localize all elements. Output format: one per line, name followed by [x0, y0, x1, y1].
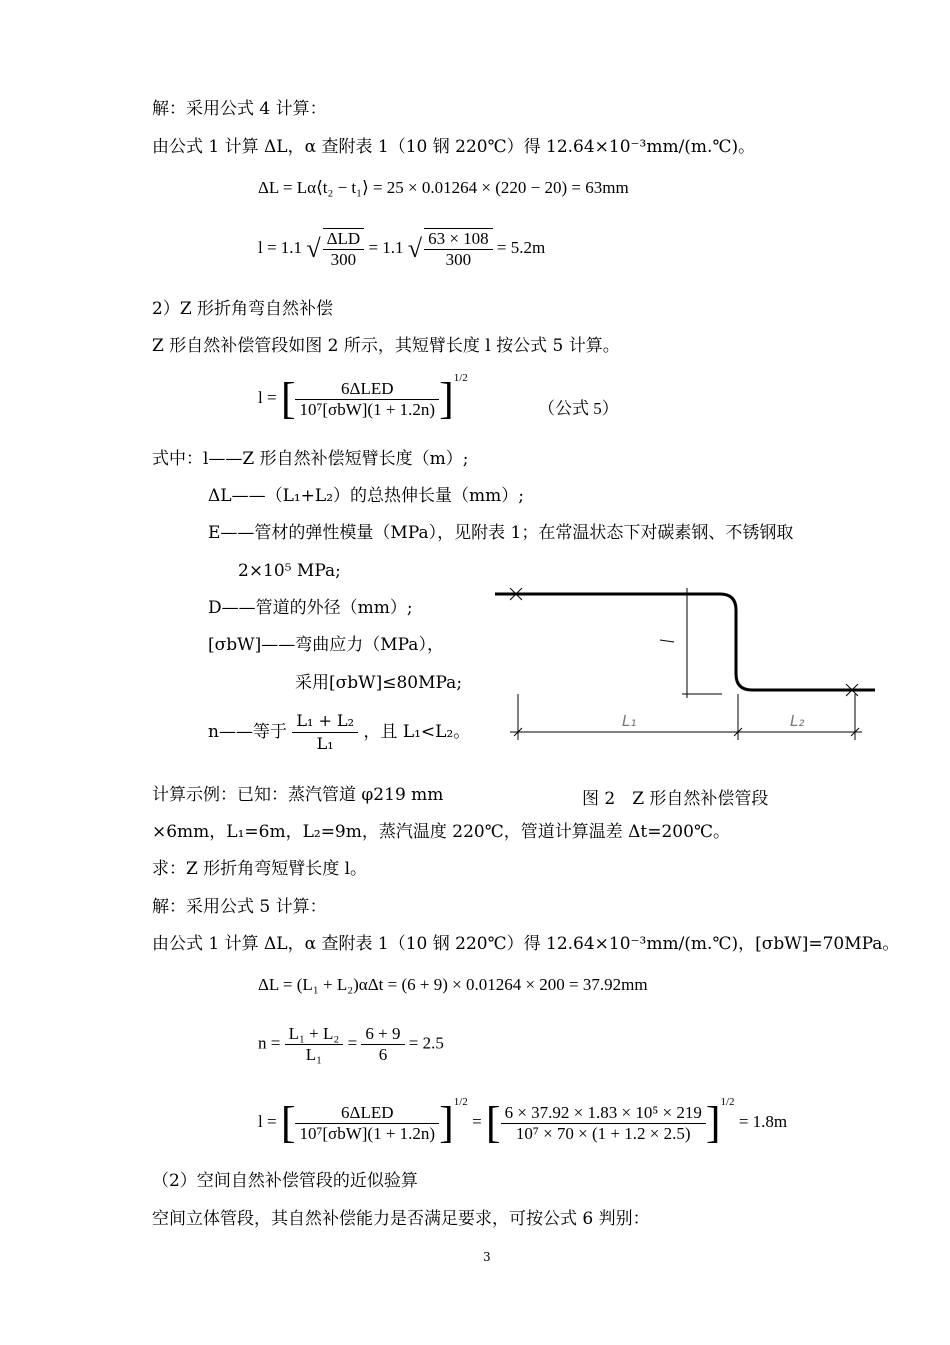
section-heading: （2）空间自然补偿管段的近似验算 — [152, 1171, 418, 1191]
eq-text: l = — [258, 388, 277, 407]
eq-text: = 2.5 — [408, 1033, 444, 1053]
numerator: 6 × 37.92 × 1.83 × 10⁵ × 219 — [501, 1103, 706, 1124]
text-line: 2）Z 形折角弯自然补偿 — [152, 299, 334, 319]
numerator: ΔLD — [323, 229, 365, 250]
text-line: 求：Z 形折角弯短臂长度 l。 — [152, 859, 368, 879]
text-line: 计算示例：已知：蒸汽管道 φ219 mm — [152, 785, 444, 805]
equation-delta-l-2: ΔL = (L₁ + L₂)αΔt = (6 + 9) × 0.01264 × 200 = 37.92mm — [258, 975, 648, 994]
eq-text: = 5.2m — [496, 237, 546, 257]
text-line: [σbW]——弯曲应力（MPa）， — [208, 635, 444, 655]
equation-n — [258, 1024, 444, 1065]
text-line: 由公式 1 计算 ΔL，α 查附表 1（10 钢 220℃）得 12.64×10⁻³mm/(m.℃)。 — [152, 137, 756, 157]
denominator: L₁ — [305, 1045, 323, 1064]
text-line: 解：采用公式 5 计算： — [152, 897, 327, 917]
exponent: 1/2 — [453, 1096, 468, 1108]
label-L2: L₂ — [790, 712, 805, 730]
eq-text: n——等于 — [208, 722, 287, 742]
fraction — [292, 710, 358, 755]
equation-delta-l: ΔL = Lα⟨t₂ − t₁⟩ = 25 × 0.01264 × (220 − 20) = 63mm — [258, 178, 629, 197]
eq-text: n = — [258, 1033, 281, 1053]
numerator: 6ΔLED — [295, 379, 439, 400]
numerator: 63 × 108 — [424, 229, 493, 250]
eq-text: = 1.1 — [368, 237, 404, 257]
fraction — [424, 228, 493, 270]
text-line — [208, 710, 470, 755]
text-line: 式中：l——Z 形自然补偿短臂长度（m）; — [152, 449, 469, 469]
text-line: ΔL——（L₁+L₂）的总热伸长量（mm）; — [208, 486, 524, 506]
denominator: 10⁷ × 70 × (1 + 1.2 × 2.5) — [515, 1123, 691, 1143]
fraction — [323, 228, 365, 270]
fraction — [501, 1103, 706, 1144]
text-line: 解：采用公式 4 计算： — [152, 99, 327, 119]
denominator: 300 — [330, 250, 357, 269]
text-line: D——管道的外径（mm）; — [208, 598, 413, 618]
text-line: 空间立体管段，其自然补偿能力是否满足要求，可按公式 6 判别： — [152, 1209, 650, 1229]
numerator: 6 + 9 — [361, 1024, 404, 1045]
text-line: E——管材的弹性模量（MPa），见附表 1；在常温状态下对碳素钢、不锈钢取 — [208, 523, 794, 543]
equation-l-final: l = [ $\frac{\text{6ΔLED}}{\text{10⁷[σbW](1 + 1.2n)}}$ ]$^{1/2}$ = [ $\frac{\text{6 × 37.92 × 1.83 × 10⁵ × 219}}{\text{10⁷ × 70 × (1 + 1.2 × 2.5)}}$ ]$^{1/2}$ = 1.8m — [258, 1096, 788, 1148]
text-line: ×6mm，L₁=6m，L₂=9m，蒸汽温度 220℃，管道计算温差 Δt=200℃。 — [152, 822, 730, 842]
fraction — [295, 379, 439, 420]
page-number: 3 — [483, 1250, 491, 1264]
z-shape-pipe-figure — [490, 570, 880, 750]
text-line: 由公式 1 计算 ΔL，α 查附表 1（10 钢 220℃）得 12.64×10⁻³mm/(m.℃)，[σbW]=70MPa。 — [152, 934, 900, 954]
eq-text: l = 1.1 — [258, 237, 303, 257]
eq-text: = 1.8m — [738, 1112, 788, 1131]
exponent: 1/2 — [720, 1096, 735, 1108]
exponent: 1/2 — [453, 372, 468, 384]
fraction — [361, 1024, 404, 1065]
numerator: L₁ + L₂ — [285, 1024, 344, 1045]
text-line: Z 形自然补偿管段如图 2 所示，其短臂长度 l 按公式 5 计算。 — [152, 336, 620, 356]
text-line: 采用[σbW]≤80MPa; — [295, 673, 463, 693]
denominator: L₁ — [316, 734, 334, 753]
denominator: 10⁷[σbW](1 + 1.2n) — [299, 399, 436, 419]
eq-text: = — [347, 1033, 358, 1053]
pipe-line — [495, 594, 875, 690]
formula-label: （公式 5） — [538, 399, 619, 418]
figure-caption: 图 2 Z 形自然补偿管段 — [582, 789, 769, 809]
eq-text: ，且 L₁<L₂。 — [363, 722, 471, 742]
fraction — [295, 1103, 439, 1144]
label-L1: L₁ — [622, 712, 637, 730]
text-line: 2×10⁵ MPa; — [238, 561, 341, 581]
denominator: 6 — [378, 1045, 388, 1064]
numerator: 6ΔLED — [295, 1103, 439, 1124]
numerator: L₁ + L₂ — [292, 710, 358, 733]
fraction — [285, 1024, 344, 1065]
equation-formula-5: l = [ $\frac{\text{6ΔLED}}{\text{10⁷[σbW](1 + 1.2n)}}$ ]$^{1/2}$ — [258, 372, 468, 424]
denominator: 300 — [445, 250, 472, 269]
denominator: 10⁷[σbW](1 + 1.2n) — [299, 1123, 436, 1143]
equation-l-result: l = 1.1 √ $\frac{\text{ΔLD}}{300}$ = 1.1 √ $\frac{63 \times 108}{300}$ = 5.2m — [258, 229, 546, 269]
eq-text: l = — [258, 1112, 277, 1131]
dimension-l-mark — [660, 640, 674, 642]
